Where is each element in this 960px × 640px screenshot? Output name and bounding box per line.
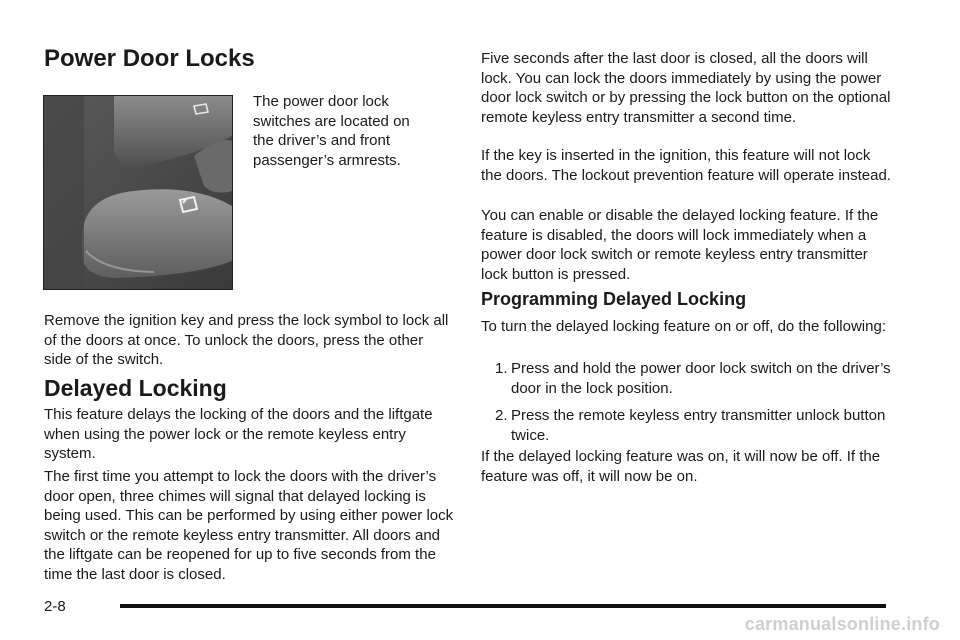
step-text: Press and hold the power door lock switch on the driver’s door in the lock position. <box>511 360 891 397</box>
right-paragraph-2: If the key is inserted in the ignition, this feature will not lock the doors. The lockout prevention feature will operate instead. <box>481 147 891 184</box>
delayed-locking-paragraph-1: This feature delays the locking of the doors and the liftgate when using the power lock or the remote keyless entry system. <box>44 406 433 462</box>
subheading-programming-delayed-locking: Programming Delayed Locking <box>481 289 747 309</box>
door-lock-switch-illustration <box>44 96 232 289</box>
list-item <box>495 406 921 445</box>
right-paragraph-3: You can enable or disable the delayed locking feature. If the feature is disabled, the doors will lock immediately when a power door lock switch or remote keyless entry transmitter lock button is pressed. <box>481 207 879 283</box>
delayed-locking-paragraph-2: The first time you attempt to lock the doors with the driver’s door open, three chimes will signal that delayed locking is being used. This can be performed by using either power lock switch or the remote keyless entry transmitter. All doors and the liftgate can be reopened for up to five seconds from the time the last door is closed. <box>44 468 454 583</box>
list-item <box>495 359 921 398</box>
closing-paragraph: If the delayed locking feature was on, it will now be off. If the feature was off, it will now be on. <box>481 448 881 485</box>
footer-divider <box>120 604 886 608</box>
page-title: Power Door Locks <box>44 45 255 72</box>
step-number: 2. <box>495 407 508 424</box>
step-text: Press the remote keyless entry transmitter unlock button twice. <box>511 407 886 444</box>
door-lock-switch-photo <box>43 95 233 290</box>
right-paragraph-1: Five seconds after the last door is closed, all the doors will lock. You can lock the doors immediately by using the power door lock switch or by pressing the lock button on the optional remote keyless entry transmitter a second time. <box>481 50 891 126</box>
programming-intro: To turn the delayed locking feature on or off, do the following: <box>481 318 886 335</box>
section-heading-delayed-locking: Delayed Locking <box>44 375 227 401</box>
programming-steps-list <box>481 359 921 453</box>
intro-text: The power door lock switches are located on the driver’s and front passenger’s armrests. <box>253 93 410 169</box>
remove-key-text: Remove the ignition key and press the lock symbol to lock all of the doors at once. To unlock the doors, press the other side of the switch. <box>44 312 449 368</box>
watermark: carmanualsonline.info <box>744 614 940 634</box>
page-number: 2-8 <box>44 598 66 615</box>
step-number: 1. <box>495 360 508 377</box>
